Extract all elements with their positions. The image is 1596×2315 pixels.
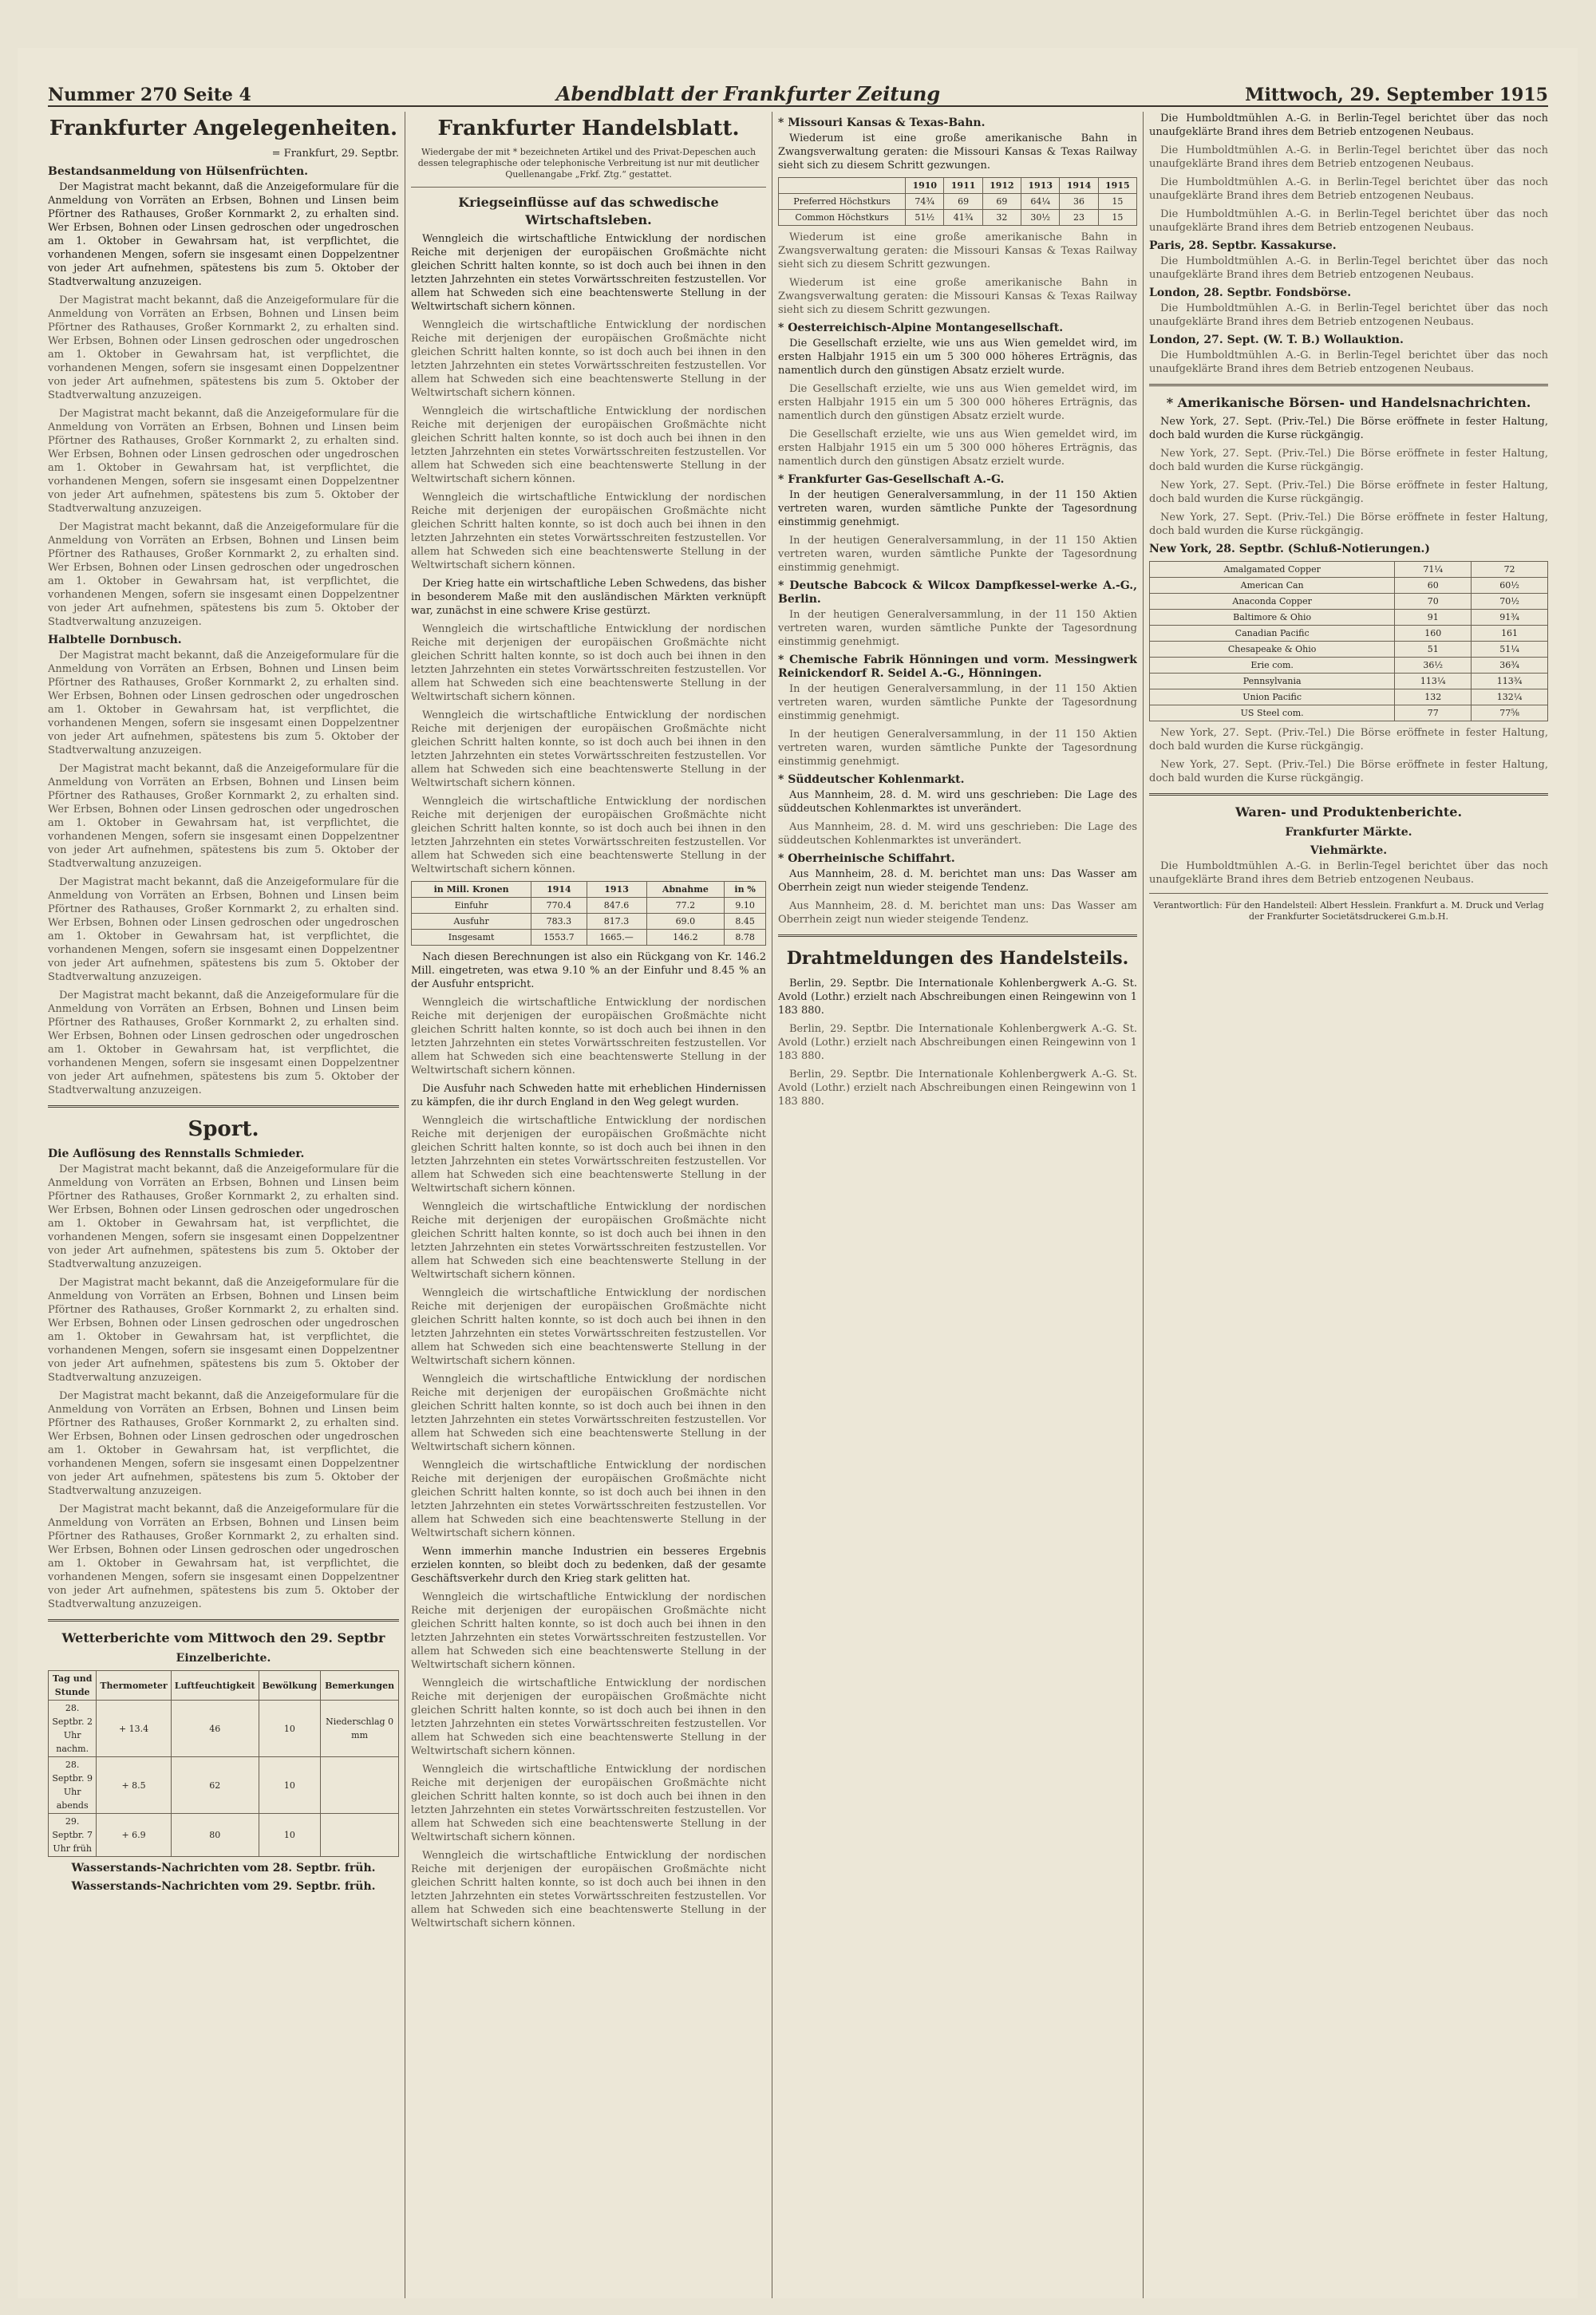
water-level-title: Wasserstands-Nachrichten vom 29. Septbr. früh.	[71, 1880, 376, 1893]
article-text: Wenngleich die wirtschaftliche Entwicklung der nordischen Reiche mit derjenigen der europäischen Großmächte nicht gleichen Schritt halten konnte, so ist doch auch bei ihnen in den letzten Jahrzehnten ein stetes Vorwärtsschreiten festzustellen. Vor allem hat Schweden sich eine beachtenswerte Stellung in der Weltwirtschaft sichern können.	[411, 997, 766, 1077]
article-text: Wenngleich die wirtschaftliche Entwicklung der nordischen Reiche mit derjenigen der europäischen Großmächte nicht gleichen Schritt halten konnte, so ist doch auch bei ihnen in den letzten Jahrzehnten ein stetes Vorwärtsschreiten festzustellen. Vor allem hat Schweden sich eine beachtenswerte Stellung in der Weltwirtschaft sichern können.	[411, 492, 766, 571]
article-text: New York, 27. Sept. (Priv.-Tel.) Die Börse eröffnete in fester Haltung, doch bald wurden die Kurse rückgängig.	[1149, 512, 1548, 537]
article-text: Die Humboldtmühlen A.-G. in Berlin-Tegel berichtet über das noch unaufgeklärte Brand ihres dem Betrieb entzogenen Neubaus.	[1149, 113, 1548, 138]
table-row: Insgesamt 1553.7 1665.— 146.2 8.78	[412, 930, 766, 946]
article-heading: * Oberrheinische Schiffahrt.	[778, 852, 955, 865]
article-text: Die Humboldtmühlen A.-G. in Berlin-Tegel berichtet über das noch unaufgeklärte Brand ihres dem Betrieb entzogenen Neubaus.	[1149, 255, 1548, 281]
article-text: In der heutigen Generalversammlung, in der 11 150 Aktien vertreten waren, wurden sämtliche Punkte der Tagesordnung einstimmig genehmigt.	[778, 535, 1137, 574]
article-text: Aus Mannheim, 28. d. M. wird uns geschrieben: Die Lage des süddeutschen Kohlenmarktes ist unverändert.	[778, 821, 1137, 847]
article-heading: London, 27. Sept. (W. T. B.) Wollauktion.	[1149, 334, 1404, 346]
article-text: Wenngleich die wirtschaftliche Entwicklung der nordischen Reiche mit derjenigen der europäischen Großmächte nicht gleichen Schritt halten konnte, so ist doch auch bei ihnen in den letzten Jahrzehnten ein stetes Vorwärtsschreiten festzustellen. Vor allem hat Schweden sich eine beachtenswerte Stellung in der Weltwirtschaft sichern können.	[411, 1115, 766, 1195]
masthead	[48, 73, 1548, 107]
article-text: Wenngleich die wirtschaftliche Entwicklung der nordischen Reiche mit derjenigen der europäischen Großmächte nicht gleichen Schritt halten konnte, so ist doch auch bei ihnen in den letzten Jahrzehnten ein stetes Vorwärtsschreiten festzustellen. Vor allem hat Schweden sich eine beachtenswerte Stellung in der Weltwirtschaft sichern können.	[411, 1850, 766, 1930]
section-title: * Amerikanische Börsen- und Handelsnachrichten.	[1166, 395, 1531, 410]
table-row: 29. Septbr. 7 Uhr früh + 6.9 80 10	[49, 1814, 399, 1857]
table-row: Einfuhr 770.4 847.6 77.2 9.10	[412, 898, 766, 914]
table-row: Chesapeake & Ohio 51 51¼	[1150, 642, 1548, 658]
article-text: Berlin, 29. Septbr. Die Internationale Kohlenbergwerk A.-G. St. Avold (Lothr.) erzielt nach Abschreibungen einen Reingewinn von 1 183 880.	[778, 1023, 1137, 1062]
article-text: Wenngleich die wirtschaftliche Entwicklung der nordischen Reiche mit derjenigen der europäischen Großmächte nicht gleichen Schritt halten konnte, so ist doch auch bei ihnen in den letzten Jahrzehnten ein stetes Vorwärtsschreiten festzustellen. Vor allem hat Schweden sich eine beachtenswerte Stellung in der Weltwirtschaft sichern können.	[411, 1373, 766, 1453]
article-heading: * Oesterreichisch-Alpine Montangesellschaft.	[778, 322, 1064, 334]
table-row: Amalgamated Copper 71¼ 72	[1150, 562, 1548, 578]
article-text: Der Magistrat macht bekannt, daß die Anzeigeformulare für die Anmeldung von Vorräten an Erbsen, Bohnen und Linsen beim Pförtner des Rathauses, Großer Kornmarkt 2, zu erhalten sind. Wer Erbsen, Bohnen oder Linsen gedroschen oder ungedroschen am 1. Oktober in Gewahrsam hat, ist verpflichtet, die vorhandenen Mengen, sofern sie insgesamt einen Doppelzentner von jeder Art aufnehmen, spätestens bis zum 5. Oktober der Stadtverwaltung anzuzeigen.	[48, 181, 399, 288]
article-heading: * Missouri Kansas & Texas-Bahn.	[778, 117, 986, 129]
article-text: Wenngleich die wirtschaftliche Entwicklung der nordischen Reiche mit derjenigen der europäischen Großmächte nicht gleichen Schritt halten konnte, so ist doch auch bei ihnen in den letzten Jahrzehnten ein stetes Vorwärtsschreiten festzustellen. Vor allem hat Schweden sich eine beachtenswerte Stellung in der Weltwirtschaft sichern können.	[411, 1287, 766, 1367]
article-text: Wenngleich die wirtschaftliche Entwicklung der nordischen Reiche mit derjenigen der europäischen Großmächte nicht gleichen Schritt halten konnte, so ist doch auch bei ihnen in den letzten Jahrzehnten ein stetes Vorwärtsschreiten festzustellen. Vor allem hat Schweden sich eine beachtenswerte Stellung in der Weltwirtschaft sichern können.	[411, 319, 766, 399]
table-header: Bemerkungen	[321, 1671, 399, 1701]
article-text: New York, 27. Sept. (Priv.-Tel.) Die Börse eröffnete in fester Haltung, doch bald wurden die Kurse rückgängig.	[1149, 759, 1548, 784]
article-text: Wenngleich die wirtschaftliche Entwicklung der nordischen Reiche mit derjenigen der europäischen Großmächte nicht gleichen Schritt halten konnte, so ist doch auch bei ihnen in den letzten Jahrzehnten ein stetes Vorwärtsschreiten festzustellen. Vor allem hat Schweden sich eine beachtenswerte Stellung in der Weltwirtschaft sichern können.	[411, 796, 766, 875]
article-text: Die Gesellschaft erzielte, wie uns aus Wien gemeldet wird, im ersten Halbjahr 1915 ein um 5 300 000 höheres Erträgnis, das namentlich durch den günstigen Absatz erzielt wurde.	[778, 338, 1137, 377]
article-text: Wenngleich die wirtschaftliche Entwicklung der nordischen Reiche mit derjenigen der europäischen Großmächte nicht gleichen Schritt halten konnte, so ist doch auch bei ihnen in den letzten Jahrzehnten ein stetes Vorwärtsschreiten festzustellen. Vor allem hat Schweden sich eine beachtenswerte Stellung in der Weltwirtschaft sichern können.	[411, 405, 766, 485]
table-row: Preferred Höchstkurs 74¾ 69 69 64¼ 36 15	[779, 194, 1137, 210]
imprint: Verantwortlich: Für den Handelsteil: Albert Hesslein. Frankfurt a. M. Druck und Verlag der Frankfurter Societätsdruckerei G.m.b.H.	[1153, 900, 1544, 922]
article-text: In der heutigen Generalversammlung, in der 11 150 Aktien vertreten waren, wurden sämtliche Punkte der Tagesordnung einstimmig genehmigt.	[778, 729, 1137, 768]
article-text: Der Magistrat macht bekannt, daß die Anzeigeformulare für die Anmeldung von Vorräten an Erbsen, Bohnen und Linsen beim Pförtner des Rathauses, Großer Kornmarkt 2, zu erhalten sind. Wer Erbsen, Bohnen oder Linsen gedroschen oder ungedroschen am 1. Oktober in Gewahrsam hat, ist verpflichtet, die vorhandenen Mengen, sofern sie insgesamt einen Doppelzentner von jeder Art aufnehmen, spätestens bis zum 5. Oktober der Stadtverwaltung anzuzeigen.	[48, 294, 399, 401]
article-text: Der Magistrat macht bekannt, daß die Anzeigeformulare für die Anmeldung von Vorräten an Erbsen, Bohnen und Linsen beim Pförtner des Rathauses, Großer Kornmarkt 2, zu erhalten sind. Wer Erbsen, Bohnen oder Linsen gedroschen oder ungedroschen am 1. Oktober in Gewahrsam hat, ist verpflichtet, die vorhandenen Mengen, sofern sie insgesamt einen Doppelzentner von jeder Art aufnehmen, spätestens bis zum 5. Oktober der Stadtverwaltung anzuzeigen.	[48, 521, 399, 628]
dateline: = Frankfurt, 29. Septbr.	[271, 148, 399, 160]
section-title: Frankfurter Angelegenheiten.	[49, 117, 398, 140]
article-text: Der Krieg hatte ein wirtschaftliche Leben Schwedens, das bisher in besonderem Maße mit den ausländischen Märkten verknüpft war, zunächst in eine schwere Krise gestürzt.	[411, 578, 766, 617]
article-text: Nach diesen Berechnungen ist also ein Rückgang von Kr. 146.2 Mill. eingetreten, was etwa 9.10 % an der Einfuhr und 8.45 % an der Ausfuhr entspricht.	[411, 951, 766, 990]
article-heading: * Deutsche Babcock & Wilcox Dampfkessel-werke A.-G., Berlin.	[778, 579, 1137, 606]
article-text: Die Humboldtmühlen A.-G. in Berlin-Tegel berichtet über das noch unaufgeklärte Brand ihres dem Betrieb entzogenen Neubaus.	[1149, 208, 1548, 234]
article-text: Die Gesellschaft erzielte, wie uns aus Wien gemeldet wird, im ersten Halbjahr 1915 ein um 5 300 000 höheres Erträgnis, das namentlich durch den günstigen Absatz erzielt wurde.	[778, 383, 1137, 422]
article-text: In der heutigen Generalversammlung, in der 11 150 Aktien vertreten waren, wurden sämtliche Punkte der Tagesordnung einstimmig genehmigt.	[778, 609, 1137, 648]
table-row: Union Pacific 132 132¼	[1150, 689, 1548, 705]
article-text: Der Magistrat macht bekannt, daß die Anzeigeformulare für die Anmeldung von Vorräten an Erbsen, Bohnen und Linsen beim Pförtner des Rathauses, Großer Kornmarkt 2, zu erhalten sind. Wer Erbsen, Bohnen oder Linsen gedroschen oder ungedroschen am 1. Oktober in Gewahrsam hat, ist verpflichtet, die vorhandenen Mengen, sofern sie insgesamt einen Doppelzentner von jeder Art aufnehmen, spätestens bis zum 5. Oktober der Stadtverwaltung anzuzeigen.	[48, 1390, 399, 1497]
article-text: In der heutigen Generalversammlung, in der 11 150 Aktien vertreten waren, wurden sämtliche Punkte der Tagesordnung einstimmig genehmigt.	[778, 489, 1137, 528]
article-text: Die Humboldtmühlen A.-G. in Berlin-Tegel berichtet über das noch unaufgeklärte Brand ihres dem Betrieb entzogenen Neubaus.	[1149, 176, 1548, 202]
weather-subtitle: Einzelberichte.	[176, 1652, 271, 1665]
article-text: Der Magistrat macht bekannt, daß die Anzeigeformulare für die Anmeldung von Vorräten an Erbsen, Bohnen und Linsen beim Pförtner des Rathauses, Großer Kornmarkt 2, zu erhalten sind. Wer Erbsen, Bohnen oder Linsen gedroschen oder ungedroschen am 1. Oktober in Gewahrsam hat, ist verpflichtet, die vorhandenen Mengen, sofern sie insgesamt einen Doppelzentner von jeder Art aufnehmen, spätestens bis zum 5. Oktober der Stadtverwaltung anzuzeigen.	[48, 763, 399, 870]
column-4	[1149, 112, 1548, 2298]
article-text: Aus Mannheim, 28. d. M. wird uns geschrieben: Die Lage des süddeutschen Kohlenmarktes ist unverändert.	[778, 789, 1137, 815]
section-title: Drahtmeldungen des Handelsteils.	[786, 948, 1129, 969]
article-text: Wenn immerhin manche Industrien ein besseres Ergebnis erzielen konnten, so bleibt doch zu bedenken, daß der gesamte Geschäftsverkehr durch den Krieg stark gelitten hat.	[411, 1546, 766, 1585]
article-heading: New York, 28. Septbr. (Schluß-Notierungen.)	[1149, 543, 1431, 555]
column-3	[778, 112, 1137, 2298]
article-heading: Bestandsanmeldung von Hülsenfrüchten.	[48, 165, 309, 178]
article-text: Aus Mannheim, 28. d. M. berichtet man uns: Das Wasser am Oberrhein zeigt nun wieder steigende Tendenz.	[778, 868, 1137, 894]
article-heading: Frankfurter Märkte.	[1285, 826, 1412, 839]
table-row: 28. Septbr. 2 Uhr nachm. + 13.4 46 10 Niederschlag 0 mm	[49, 1701, 399, 1757]
article-text: In der heutigen Generalversammlung, in der 11 150 Aktien vertreten waren, wurden sämtliche Punkte der Tagesordnung einstimmig genehmigt.	[778, 683, 1137, 722]
article-text: New York, 27. Sept. (Priv.-Tel.) Die Börse eröffnete in fester Haltung, doch bald wurden die Kurse rückgängig.	[1149, 480, 1548, 505]
article-text: Wenngleich die wirtschaftliche Entwicklung der nordischen Reiche mit derjenigen der europäischen Großmächte nicht gleichen Schritt halten konnte, so ist doch auch bei ihnen in den letzten Jahrzehnten ein stetes Vorwärtsschreiten festzustellen. Vor allem hat Schweden sich eine beachtenswerte Stellung in der Weltwirtschaft sichern können.	[411, 1764, 766, 1843]
table-header: Luftfeuchtigkeit	[171, 1671, 259, 1701]
article-text: Wiederum ist eine große amerikanische Bahn in Zwangsverwaltung geraten: die Missouri Kansas & Texas Railway sieht sich zu diesem Schritt gezwungen.	[778, 231, 1137, 271]
stock-table: 1910 1911 1912 1913 1914 1915 Preferred Höchstkurs 74¾ 69 69 64¼ 36 15 Common Höchstkurs 51½ 41¾ 32 30½ 23 15	[778, 177, 1137, 226]
article-text: Der Magistrat macht bekannt, daß die Anzeigeformulare für die Anmeldung von Vorräten an Erbsen, Bohnen und Linsen beim Pförtner des Rathauses, Großer Kornmarkt 2, zu erhalten sind. Wer Erbsen, Bohnen oder Linsen gedroschen oder ungedroschen am 1. Oktober in Gewahrsam hat, ist verpflichtet, die vorhandenen Mengen, sofern sie insgesamt einen Doppelzentner von jeder Art aufnehmen, spätestens bis zum 5. Oktober der Stadtverwaltung anzuzeigen.	[48, 408, 399, 515]
copyright-note: Wiedergabe der mit * bezeichneten Artikel und des Privat-Depeschen auch dessen telegraphische oder telephonische Verbreitung ist nur mit deutlicher Quellenangabe „Frkf. Ztg.“ gestattet.	[417, 147, 760, 180]
article-text: Wenngleich die wirtschaftliche Entwicklung der nordischen Reiche mit derjenigen der europäischen Großmächte nicht gleichen Schritt halten konnte, so ist doch auch bei ihnen in den letzten Jahrzehnten ein stetes Vorwärtsschreiten festzustellen. Vor allem hat Schweden sich eine beachtenswerte Stellung in der Weltwirtschaft sichern können.	[411, 1460, 766, 1539]
article-text: Die Ausfuhr nach Schweden hatte mit erheblichen Hindernissen zu kämpfen, die ihr durch England in den Weg gelegt wurden.	[411, 1083, 766, 1108]
weather-table	[48, 1670, 399, 1857]
table-row: Baltimore & Ohio 91 91¾	[1150, 610, 1548, 626]
weather-title: Wetterberichte vom Mittwoch den 29. Septbr	[61, 1630, 385, 1645]
table-row: Ausfuhr 783.3 817.3 69.0 8.45	[412, 914, 766, 930]
table-row: Canadian Pacific 160 161	[1150, 626, 1548, 642]
article-text: Wenngleich die wirtschaftliche Entwicklung der nordischen Reiche mit derjenigen der europäischen Großmächte nicht gleichen Schritt halten konnte, so ist doch auch bei ihnen in den letzten Jahrzehnten ein stetes Vorwärtsschreiten festzustellen. Vor allem hat Schweden sich eine beachtenswerte Stellung in der Weltwirtschaft sichern können.	[411, 1591, 766, 1671]
water-level-title: Wasserstands-Nachrichten vom 28. Septbr. früh.	[71, 1862, 376, 1875]
article-text: Wenngleich die wirtschaftliche Entwicklung der nordischen Reiche mit derjenigen der europäischen Großmächte nicht gleichen Schritt halten konnte, so ist doch auch bei ihnen in den letzten Jahrzehnten ein stetes Vorwärtsschreiten festzustellen. Vor allem hat Schweden sich eine beachtenswerte Stellung in der Weltwirtschaft sichern können.	[411, 1201, 766, 1281]
table-header: Tag und Stunde	[49, 1671, 97, 1701]
column-1	[48, 112, 399, 2298]
article-heading: * Süddeutscher Kohlenmarkt.	[778, 773, 965, 786]
column-rule	[1143, 112, 1144, 2298]
table-row: American Can 60 60½	[1150, 578, 1548, 594]
article-text: Wiederum ist eine große amerikanische Bahn in Zwangsverwaltung geraten: die Missouri Kansas & Texas Railway sieht sich zu diesem Schritt gezwungen.	[778, 277, 1137, 316]
article-heading: Viehmärkte.	[1310, 844, 1388, 857]
article-text: Der Magistrat macht bekannt, daß die Anzeigeformulare für die Anmeldung von Vorräten an Erbsen, Bohnen und Linsen beim Pförtner des Rathauses, Großer Kornmarkt 2, zu erhalten sind. Wer Erbsen, Bohnen oder Linsen gedroschen oder ungedroschen am 1. Oktober in Gewahrsam hat, ist verpflichtet, die vorhandenen Mengen, sofern sie insgesamt einen Doppelzentner von jeder Art aufnehmen, spätestens bis zum 5. Oktober der Stadtverwaltung anzuzeigen.	[48, 990, 399, 1096]
article-text: Die Humboldtmühlen A.-G. in Berlin-Tegel berichtet über das noch unaufgeklärte Brand ihres dem Betrieb entzogenen Neubaus.	[1149, 860, 1548, 886]
table-row: 28. Septbr. 9 Uhr abends + 8.5 62 10	[49, 1757, 399, 1814]
article-text: Die Humboldtmühlen A.-G. in Berlin-Tegel berichtet über das noch unaufgeklärte Brand ihres dem Betrieb entzogenen Neubaus.	[1149, 302, 1548, 328]
article-heading: Paris, 28. Septbr. Kassakurse.	[1149, 239, 1337, 252]
table-row: US Steel com. 77 77⅝	[1150, 705, 1548, 721]
article-heading: * Chemische Fabrik Hönningen und vorm. Messingwerk Reinickendorf R. Seidel A.-G., Hönningen.	[778, 654, 1137, 680]
table-header: Thermometer	[97, 1671, 171, 1701]
article-text: Wiederum ist eine große amerikanische Bahn in Zwangsverwaltung geraten: die Missouri Kansas & Texas Railway sieht sich zu diesem Schritt gezwungen.	[778, 132, 1137, 172]
article-text: Der Magistrat macht bekannt, daß die Anzeigeformulare für die Anmeldung von Vorräten an Erbsen, Bohnen und Linsen beim Pförtner des Rathauses, Großer Kornmarkt 2, zu erhalten sind. Wer Erbsen, Bohnen oder Linsen gedroschen oder ungedroschen am 1. Oktober in Gewahrsam hat, ist verpflichtet, die vorhandenen Mengen, sofern sie insgesamt einen Doppelzentner von jeder Art aufnehmen, spätestens bis zum 5. Oktober der Stadtverwaltung anzuzeigen.	[48, 1503, 399, 1610]
table-row: Pennsylvania 113¼ 113¾	[1150, 674, 1548, 689]
issue-number: Nummer 270 Seite 4	[48, 85, 251, 105]
article-text: Berlin, 29. Septbr. Die Internationale Kohlenbergwerk A.-G. St. Avold (Lothr.) erzielt nach Abschreibungen einen Reingewinn von 1 183 880.	[778, 978, 1137, 1017]
column-2	[411, 112, 766, 2298]
article-text: Aus Mannheim, 28. d. M. berichtet man uns: Das Wasser am Oberrhein zeigt nun wieder steigende Tendenz.	[778, 900, 1137, 926]
article-heading: * Frankfurter Gas-Gesellschaft A.-G.	[778, 473, 1005, 486]
section-title: Frankfurter Handelsblatt.	[437, 117, 740, 140]
article-text: Der Magistrat macht bekannt, daß die Anzeigeformulare für die Anmeldung von Vorräten an Erbsen, Bohnen und Linsen beim Pförtner des Rathauses, Großer Kornmarkt 2, zu erhalten sind. Wer Erbsen, Bohnen oder Linsen gedroschen oder ungedroschen am 1. Oktober in Gewahrsam hat, ist verpflichtet, die vorhandenen Mengen, sofern sie insgesamt einen Doppelzentner von jeder Art aufnehmen, spätestens bis zum 5. Oktober der Stadtverwaltung anzuzeigen.	[48, 1163, 399, 1270]
trade-table: in Mill. Kronen 1914 1913 Abnahme in % Einfuhr 770.4 847.6 77.2 9.10 Ausfuhr 783.3 817.3 69.0 8.45 Insgesamt 1553.7 1665.— 146.2 8.78	[411, 881, 766, 946]
article-text: New York, 27. Sept. (Priv.-Tel.) Die Börse eröffnete in fester Haltung, doch bald wurden die Kurse rückgängig.	[1149, 727, 1548, 753]
article-text: Berlin, 29. Septbr. Die Internationale Kohlenbergwerk A.-G. St. Avold (Lothr.) erzielt nach Abschreibungen einen Reingewinn von 1 183 880.	[778, 1069, 1137, 1108]
article-text: Der Magistrat macht bekannt, daß die Anzeigeformulare für die Anmeldung von Vorräten an Erbsen, Bohnen und Linsen beim Pförtner des Rathauses, Großer Kornmarkt 2, zu erhalten sind. Wer Erbsen, Bohnen oder Linsen gedroschen oder ungedroschen am 1. Oktober in Gewahrsam hat, ist verpflichtet, die vorhandenen Mengen, sofern sie insgesamt einen Doppelzentner von jeder Art aufnehmen, spätestens bis zum 5. Oktober der Stadtverwaltung anzuzeigen.	[48, 650, 399, 757]
article-text: Der Magistrat macht bekannt, daß die Anzeigeformulare für die Anmeldung von Vorräten an Erbsen, Bohnen und Linsen beim Pförtner des Rathauses, Großer Kornmarkt 2, zu erhalten sind. Wer Erbsen, Bohnen oder Linsen gedroschen oder ungedroschen am 1. Oktober in Gewahrsam hat, ist verpflichtet, die vorhandenen Mengen, sofern sie insgesamt einen Doppelzentner von jeder Art aufnehmen, spätestens bis zum 5. Oktober der Stadtverwaltung anzuzeigen.	[48, 876, 399, 983]
article-text: Wenngleich die wirtschaftliche Entwicklung der nordischen Reiche mit derjenigen der europäischen Großmächte nicht gleichen Schritt halten konnte, so ist doch auch bei ihnen in den letzten Jahrzehnten ein stetes Vorwärtsschreiten festzustellen. Vor allem hat Schweden sich eine beachtenswerte Stellung in der Weltwirtschaft sichern können.	[411, 1677, 766, 1757]
article-text: Die Gesellschaft erzielte, wie uns aus Wien gemeldet wird, im ersten Halbjahr 1915 ein um 5 300 000 höheres Erträgnis, das namentlich durch den günstigen Absatz erzielt wurde.	[778, 429, 1137, 468]
article-text: Wenngleich die wirtschaftliche Entwicklung der nordischen Reiche mit derjenigen der europäischen Großmächte nicht gleichen Schritt halten konnte, so ist doch auch bei ihnen in den letzten Jahrzehnten ein stetes Vorwärtsschreiten festzustellen. Vor allem hat Schweden sich eine beachtenswerte Stellung in der Weltwirtschaft sichern können.	[411, 623, 766, 703]
section-title: Waren- und Produktenberichte.	[1235, 804, 1463, 820]
table-header: Bewölkung	[259, 1671, 321, 1701]
article-heading: London, 28. Septbr. Fondsbörse.	[1149, 286, 1352, 299]
new-york-quotes-table	[1149, 561, 1548, 721]
article-text: Die Humboldtmühlen A.-G. in Berlin-Tegel berichtet über das noch unaufgeklärte Brand ihres dem Betrieb entzogenen Neubaus.	[1149, 350, 1548, 375]
table-row: Common Höchstkurs 51½ 41¾ 32 30½ 23 15	[779, 210, 1137, 226]
article-text: Wenngleich die wirtschaftliche Entwicklung der nordischen Reiche mit derjenigen der europäischen Großmächte nicht gleichen Schritt halten konnte, so ist doch auch bei ihnen in den letzten Jahrzehnten ein stetes Vorwärtsschreiten festzustellen. Vor allem hat Schweden sich eine beachtenswerte Stellung in der Weltwirtschaft sichern können.	[411, 233, 766, 313]
article-heading: Kriegseinflüsse auf das schwedische Wirtschaftsleben.	[458, 195, 719, 227]
article-text: Wenngleich die wirtschaftliche Entwicklung der nordischen Reiche mit derjenigen der europäischen Großmächte nicht gleichen Schritt halten konnte, so ist doch auch bei ihnen in den letzten Jahrzehnten ein stetes Vorwärtsschreiten festzustellen. Vor allem hat Schweden sich eine beachtenswerte Stellung in der Weltwirtschaft sichern können.	[411, 709, 766, 789]
section-title: Sport.	[188, 1117, 259, 1141]
table-row: Anaconda Copper 70 70½	[1150, 594, 1548, 610]
issue-date: Mittwoch, 29. September 1915	[1245, 85, 1548, 105]
article-text: New York, 27. Sept. (Priv.-Tel.) Die Börse eröffnete in fester Haltung, doch bald wurden die Kurse rückgängig.	[1149, 448, 1548, 473]
article-text: Die Humboldtmühlen A.-G. in Berlin-Tegel berichtet über das noch unaufgeklärte Brand ihres dem Betrieb entzogenen Neubaus.	[1149, 144, 1548, 170]
article-heading: Halbtelle Dornbusch.	[48, 634, 182, 646]
paper-title: Abendblatt der Frankfurter Zeitung	[555, 82, 941, 105]
article-heading: Die Auflösung des Rennstalls Schmieder.	[48, 1148, 305, 1160]
article-text: New York, 27. Sept. (Priv.-Tel.) Die Börse eröffnete in fester Haltung, doch bald wurden die Kurse rückgängig.	[1149, 416, 1548, 441]
article-text: Der Magistrat macht bekannt, daß die Anzeigeformulare für die Anmeldung von Vorräten an Erbsen, Bohnen und Linsen beim Pförtner des Rathauses, Großer Kornmarkt 2, zu erhalten sind. Wer Erbsen, Bohnen oder Linsen gedroschen oder ungedroschen am 1. Oktober in Gewahrsam hat, ist verpflichtet, die vorhandenen Mengen, sofern sie insgesamt einen Doppelzentner von jeder Art aufnehmen, spätestens bis zum 5. Oktober der Stadtverwaltung anzuzeigen.	[48, 1277, 399, 1384]
table-row: Erie com. 36½ 36¾	[1150, 658, 1548, 674]
